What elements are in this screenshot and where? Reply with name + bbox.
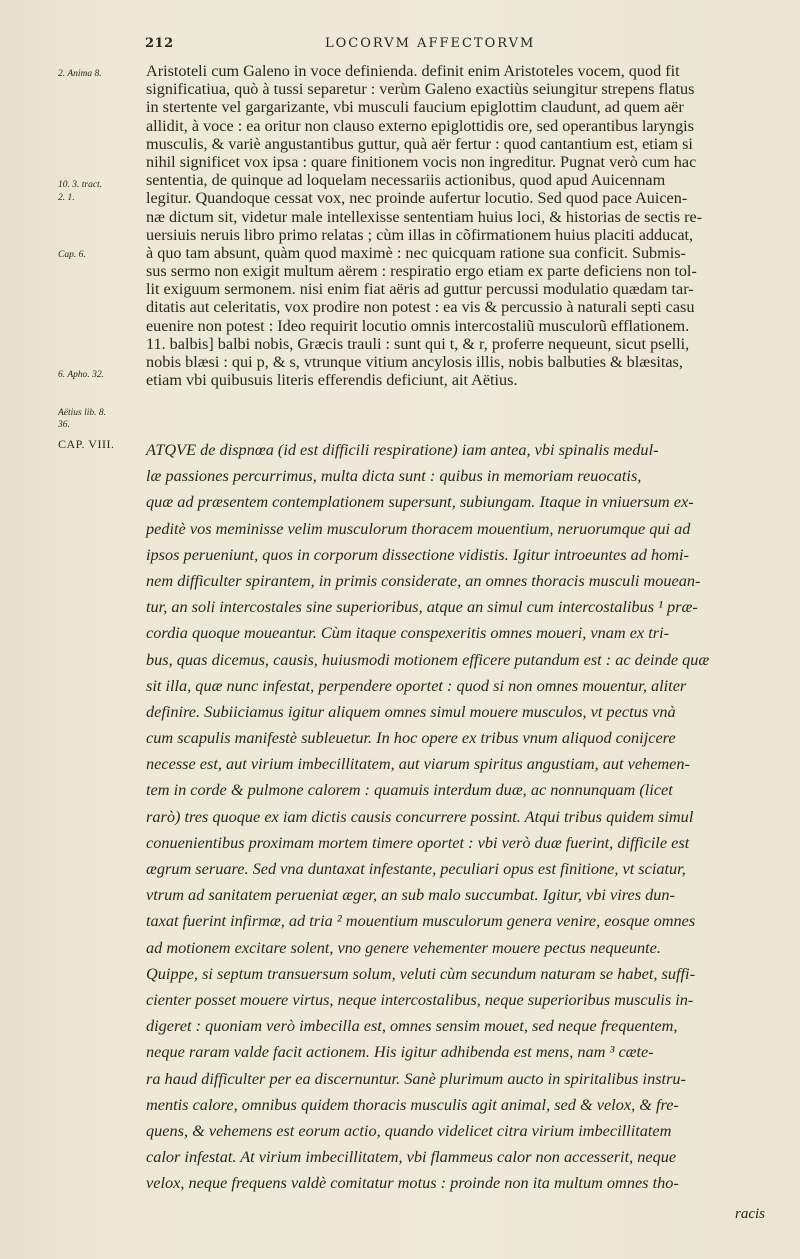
text-line: cordia quoque moueantur. Cùm itaque conspexeritis omnes moueri, vnam ex tri- bbox=[146, 623, 670, 643]
text-line: ad motionem excitare solent, vno genere vehementer mouere pectus nequeunte. bbox=[146, 937, 661, 957]
text-line: à quo tam absunt, quàm quod maximè : nec quicquam ratione sua conficit. Submis- bbox=[146, 243, 686, 262]
text-line: definire. Subiiciamus igitur aliquem omnes simul mouere musculos, vt pectus vnà bbox=[146, 701, 676, 721]
text-line: calor infestat. At virium imbecillitatem, vbi flammeus calor non accesserit, neque bbox=[146, 1147, 677, 1167]
text-line: peditè vos meminisse velim musculorum thoracem mouentium, neruorumque qui ad bbox=[146, 518, 691, 538]
text-line: Quippe, si septum transuersum solum, veluti cùm secundum naturam se habet, suffi- bbox=[146, 963, 695, 983]
margin-note-tract-1: 10. 3. tract. bbox=[58, 180, 103, 190]
text-line: vtrum ad sanitatem perueniat æger, an sub malo succumbat. Igitur, vbi vires dun- bbox=[146, 885, 675, 905]
text-line: rarò) tres quoque ex iam dictis causis concurrere possint. Atqui tribus quidem simul bbox=[146, 806, 694, 826]
text-line: sus sermo non exigit multum aërem : respiratio ergo etiam ex parte deficiens non tol- bbox=[146, 262, 697, 281]
text-line: euenire non potest : Ideo requirit locutio omnis intercostaliũ musculorũ efflationem. bbox=[146, 316, 690, 335]
text-line: musculis, & variè angustantibus guttur, quà aër fertur : quod cantantium est, etiam si bbox=[146, 134, 693, 153]
text-line: velox, neque frequens valdè comitatur motus : proinde non ita multum omnes tho- bbox=[146, 1173, 679, 1193]
margin-note-apho: 6. Apho. 32. bbox=[58, 370, 105, 380]
text-line: uersiuis neruis libro primo relatas ; cùm illas in cõfirmationem huius placiti adducat, bbox=[146, 225, 694, 244]
text-line: allidit, à voce : ea oritur non clauso externo epiglottidis ore, sed operantibus laryngis bbox=[146, 116, 694, 135]
text-line: 11. balbis] balbi nobis, Græcis trauli : sunt qui t, & r, proferre nequeunt, sicut pselli, bbox=[146, 334, 690, 353]
margin-note-aetius-2: 36. bbox=[58, 420, 70, 430]
text-line: cienter posset mouere virtus, neque intercostalibus, neque superioribus musculis in- bbox=[146, 989, 694, 1009]
text-line: conuenientibus proximam mortem timere oportet : vbi verò duæ fuerint, difficile est bbox=[146, 832, 690, 852]
text-line: nobis blæsi : qui p, & s, vtrunque vitium ancylosis illis, nobis balbuties & blæsitas, bbox=[146, 353, 683, 371]
text-line: etiam vbi quibusuis literis efferendis deficiunt, ait Aëtius. bbox=[146, 371, 518, 390]
text-line: lit exiguum sermonem. nisi enim fiat aëris ad guttur percussi modulatio quædam tar- bbox=[146, 280, 694, 299]
margin-note-aetius-1: Aëtius lib. 8. bbox=[58, 408, 107, 418]
text-line: necesse est, aut virium imbecillitatem, aut viarum spiritus angustiam, aut vehemen- bbox=[146, 754, 690, 774]
text-line: Aristoteli cum Galeno in voce definienda. definit enim Aristoteles vocem, quod fit bbox=[146, 62, 680, 80]
text-line: nihil significet vox ipsa : quare finitionem vocis non ingreditur. Pugnat verò cum hac bbox=[146, 152, 697, 171]
text-line: sententia, de quinque ad loquelam necessariis actionibus, quod apud Auicennam bbox=[146, 171, 666, 190]
text-line: ATQVE de dispnœa (id est difficili respiratione) iam antea, vbi spinalis medul- bbox=[146, 440, 659, 459]
text-line: legitur. Quandoque cessat vox, nec proinde aufertur locutio. Sed quod pace Auicen- bbox=[146, 189, 688, 208]
margin-notes bbox=[58, 0, 138, 1259]
text-line: ipsos perueniunt, quos in corporum dissectione vidistis. Igitur introeuntes ad homi- bbox=[146, 544, 689, 564]
running-head: LOCORVM AFFECTORVM bbox=[325, 36, 536, 51]
text-line: bus, quas dicemus, causis, huiusmodi motionem efficere putandum est : ac deinde quæ bbox=[146, 649, 710, 669]
text-line: læ passiones percurrimus, multa dicta sunt : quibus in memoriam reuocatis, bbox=[146, 466, 642, 486]
text-line: in stertente vel gargarizante, vbi musculi faucium epiglottim claudunt, ad quem aër bbox=[146, 98, 684, 117]
text-line: sit illa, quæ nunc infestat, perpendere oportet : quod si non omnes mouentur, aliter bbox=[146, 675, 687, 695]
text-line: ditatis aut celeritatis, vox prodire non potest : ea vis & percussio à naturali septi casu bbox=[146, 298, 695, 317]
page-number: 212 bbox=[145, 36, 174, 51]
text-line: tur, an soli intercostales sine superioribus, atque an simul cum intercostalibus ¹ præ- bbox=[146, 597, 698, 617]
text-line: cum scapulis manifestè subleuetur. In hoc opere ex tribus vnum aliquod conijcere bbox=[146, 728, 676, 748]
text-line: ra haud difficulter per ea discernuntur. Sanè plurimum aucto in spiritalibus instru- bbox=[146, 1068, 686, 1088]
text-line: significatiua, quò à tussi separetur : verùm Galeno exactiùs seiungitur strepens flatus bbox=[146, 80, 695, 99]
chapter-text bbox=[146, 437, 776, 1196]
catchword: racis bbox=[735, 1206, 765, 1222]
text-line: quens, & vehemens est eorum actio, quando videlicet citra virium imbecillitatem bbox=[146, 1120, 672, 1140]
commentary-text bbox=[146, 62, 776, 389]
text-line: mentis calore, omnibus quidem thoracis musculis agit animal, sed & velox, & fre- bbox=[146, 1094, 679, 1114]
text-line: digeret : quoniam verò imbecilla est, omnes sensim mouet, sed neque frequentem, bbox=[146, 1016, 678, 1036]
text-line: næ dictum sit, videtur male intellexisse sententiam huius loci, & historias de sectis re- bbox=[146, 207, 703, 226]
text-line: taxat fuerint infirmæ, ad tria ² mouentium musculorum genera venire, eosque omnes bbox=[146, 911, 696, 931]
text-line: tem in corde & pulmone calorem : quamuis interdum duæ, ac nonnunquam (licet bbox=[146, 780, 673, 800]
margin-note-cap6: Cap. 6. bbox=[58, 250, 86, 260]
text-line: neque raram valde facit actionem. His igitur adhibenda est mens, nam ³ cæte- bbox=[146, 1042, 654, 1062]
text-line: ægrum seruare. Sed vna duntaxat infestante, peculiari opus est finitione, vt sciatur, bbox=[146, 859, 686, 878]
margin-note-tract-2: 2. 1. bbox=[58, 193, 75, 203]
text-line: nem difficulter spirantem, in primis considerate, an omnes thoracis musculi mouean- bbox=[146, 570, 701, 590]
margin-note-chapter: CAP. VIII. bbox=[58, 437, 115, 451]
text-line: quæ ad præsentem contemplationem supersunt, subiungam. Itaque in vniuersum ex- bbox=[146, 492, 694, 512]
margin-note-anima: 2. Anima 8. bbox=[58, 69, 102, 79]
